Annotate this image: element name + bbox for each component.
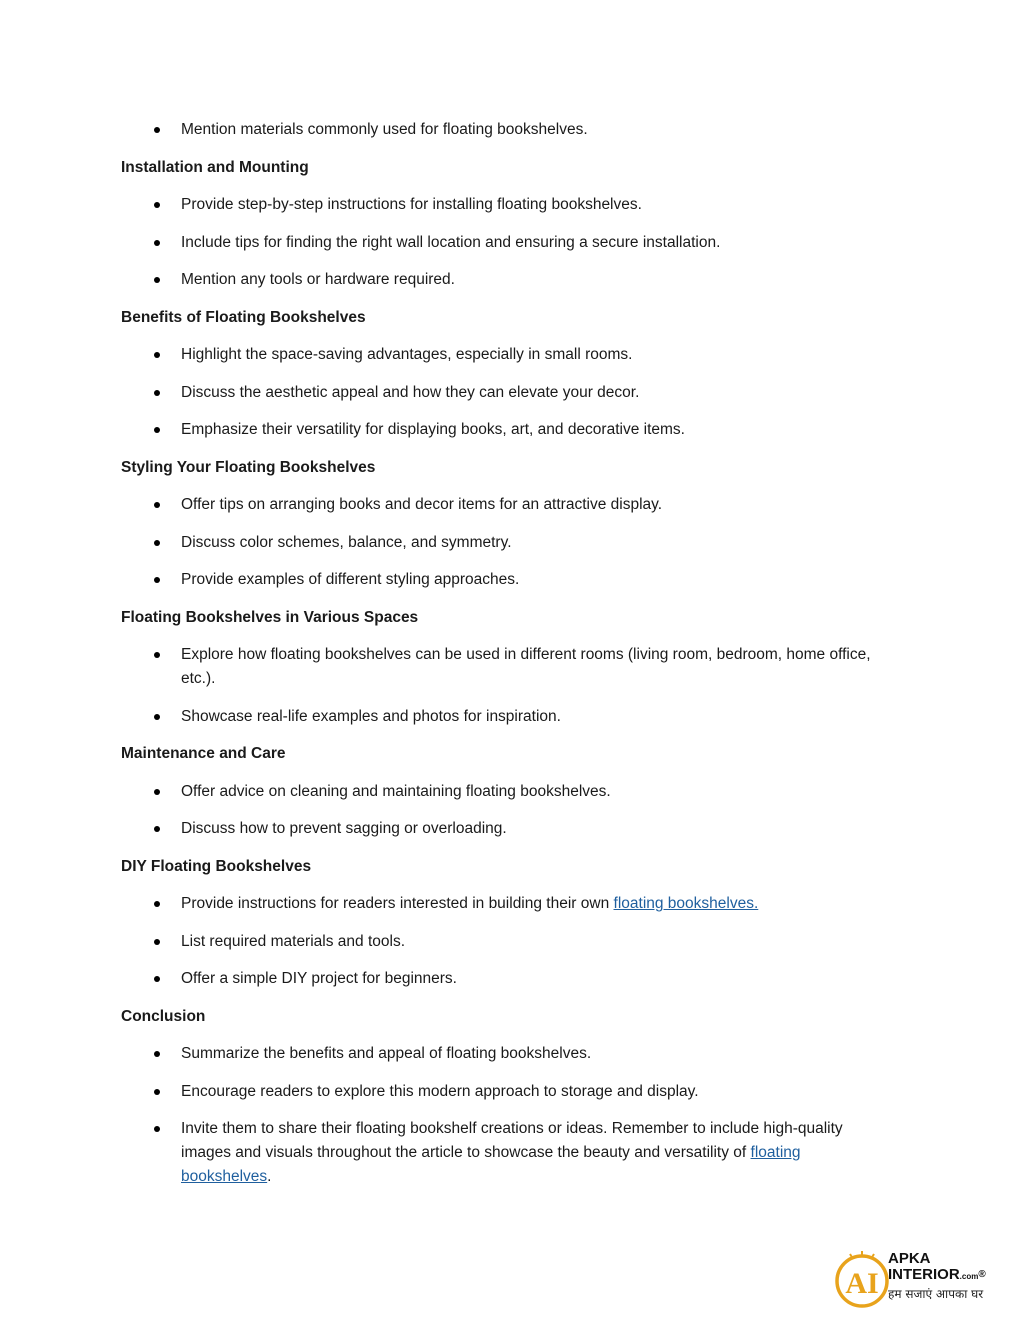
bullet-dot-icon <box>154 939 160 945</box>
logo-monogram: AI <box>845 1267 879 1300</box>
bullet-dot-icon <box>154 390 160 396</box>
bullet-text: Offer advice on cleaning and maintaining floating bookshelves. <box>181 782 611 800</box>
section-heading: DIY Floating Bookshelves <box>121 857 312 875</box>
floating-bookshelves-link[interactable]: floating bookshelves. <box>613 895 759 912</box>
bullet-text: Include tips for finding the right wall location and ensuring a secure installation. <box>181 233 721 251</box>
bullet-text: Discuss the aesthetic appeal and how they can elevate your decor. <box>181 383 640 401</box>
bullet-text: Showcase real-life examples and photos for inspiration. <box>181 707 561 725</box>
logo-line-1: APKA <box>888 1250 931 1267</box>
bullet-item <box>121 343 891 367</box>
bullet-text: List required materials and tools. <box>181 932 406 950</box>
bullet-item <box>121 967 891 991</box>
bullet-item <box>121 493 891 517</box>
bullet-dot-icon <box>154 652 160 658</box>
bullet-text: Provide instructions for readers interested in building their own <box>181 895 614 912</box>
bullet-text: Offer a simple DIY project for beginners. <box>181 970 457 987</box>
bullet-item <box>121 1080 891 1104</box>
bullet-item <box>121 118 891 142</box>
document-content <box>121 118 891 1203</box>
apka-interior-logo <box>830 1245 995 1313</box>
bullet-item <box>121 643 891 691</box>
bullet-item <box>121 930 891 954</box>
logo-line-2-main: INTERIOR <box>888 1266 960 1283</box>
bullet-dot-icon <box>154 901 160 907</box>
bullet-item <box>121 231 891 255</box>
bullet-text: Discuss color schemes, balance, and symmetry. <box>181 533 512 551</box>
bullet-text: Highlight the space-saving advantages, especially in small rooms. <box>181 346 633 363</box>
bullet-dot-icon <box>154 240 160 246</box>
bullet-text: Provide step-by-step instructions for installing floating bookshelves. <box>181 196 642 213</box>
bullet-dot-icon <box>154 826 160 832</box>
bullet-text-suffix: . <box>267 1168 272 1185</box>
bullet-text: Discuss how to prevent sagging or overloading. <box>181 820 507 837</box>
bullet-item <box>121 705 891 729</box>
bullet-text: Offer tips on arranging books and decor items for an attractive display. <box>181 496 663 513</box>
bullet-dot-icon <box>154 202 160 208</box>
bullet-item <box>121 892 891 916</box>
bullet-dot-icon <box>154 577 160 583</box>
logo-line-2-suffix: .com <box>959 1272 979 1281</box>
section-heading: Maintenance and Care <box>121 745 286 762</box>
bullet-text: Encourage readers to explore this modern approach to storage and display. <box>181 1082 699 1100</box>
bullet-text: Explore how floating bookshelves can be used in different rooms (living room, bedroom, home office, etc.). <box>181 646 871 687</box>
bullet-item <box>121 568 891 592</box>
bullet-item <box>121 381 891 405</box>
bullet-text: Summarize the benefits and appeal of floating bookshelves. <box>181 1045 592 1062</box>
section-heading: Conclusion <box>121 1007 206 1025</box>
bullet-dot-icon <box>154 976 160 982</box>
floating-bookshelves-link[interactable]: floating bookshelves <box>181 1144 801 1185</box>
bullet-text: Invite them to share their floating bookshelf creations or ideas. Remember to include high-quality images and visuals throughout the article to showcase the beauty and versatility of <box>181 1120 843 1161</box>
bullet-dot-icon <box>154 427 160 433</box>
bullet-dot-icon <box>154 127 160 133</box>
bullet-text: Mention materials commonly used for floating bookshelves. <box>181 121 588 138</box>
bullet-item <box>121 780 891 804</box>
bullet-item <box>121 193 891 217</box>
section-heading: Installation and Mounting <box>121 158 309 176</box>
logo-emblem-icon <box>832 1249 892 1309</box>
bullet-text: Emphasize their versatility for displaying books, art, and decorative items. <box>181 421 685 438</box>
bullet-dot-icon <box>154 502 160 508</box>
logo-tagline: हम सजाएं आपका घर <box>888 1287 984 1301</box>
bullet-item <box>121 418 891 442</box>
bullet-dot-icon <box>154 1089 160 1095</box>
bullet-text: Mention any tools or hardware required. <box>181 271 455 288</box>
section-heading: Benefits of Floating Bookshelves <box>121 308 366 326</box>
bullet-dot-icon <box>154 352 160 358</box>
bullet-text: Provide examples of different styling approaches. <box>181 571 520 588</box>
bullet-item <box>121 268 891 292</box>
bullet-dot-icon <box>154 277 160 283</box>
bullet-item <box>121 1042 891 1066</box>
bullet-dot-icon <box>154 1051 160 1057</box>
bullet-item <box>121 1117 891 1189</box>
bullet-item <box>121 531 891 555</box>
logo-registered-mark: ® <box>978 1269 986 1280</box>
bullet-dot-icon <box>154 540 160 546</box>
bullet-dot-icon <box>154 789 160 795</box>
section-heading: Styling Your Floating Bookshelves <box>121 458 376 476</box>
bullet-item <box>121 817 891 841</box>
logo-line-2 <box>888 1267 986 1285</box>
bullet-dot-icon <box>154 714 160 720</box>
bullet-dot-icon <box>154 1126 160 1132</box>
section-heading: Floating Bookshelves in Various Spaces <box>121 608 419 626</box>
